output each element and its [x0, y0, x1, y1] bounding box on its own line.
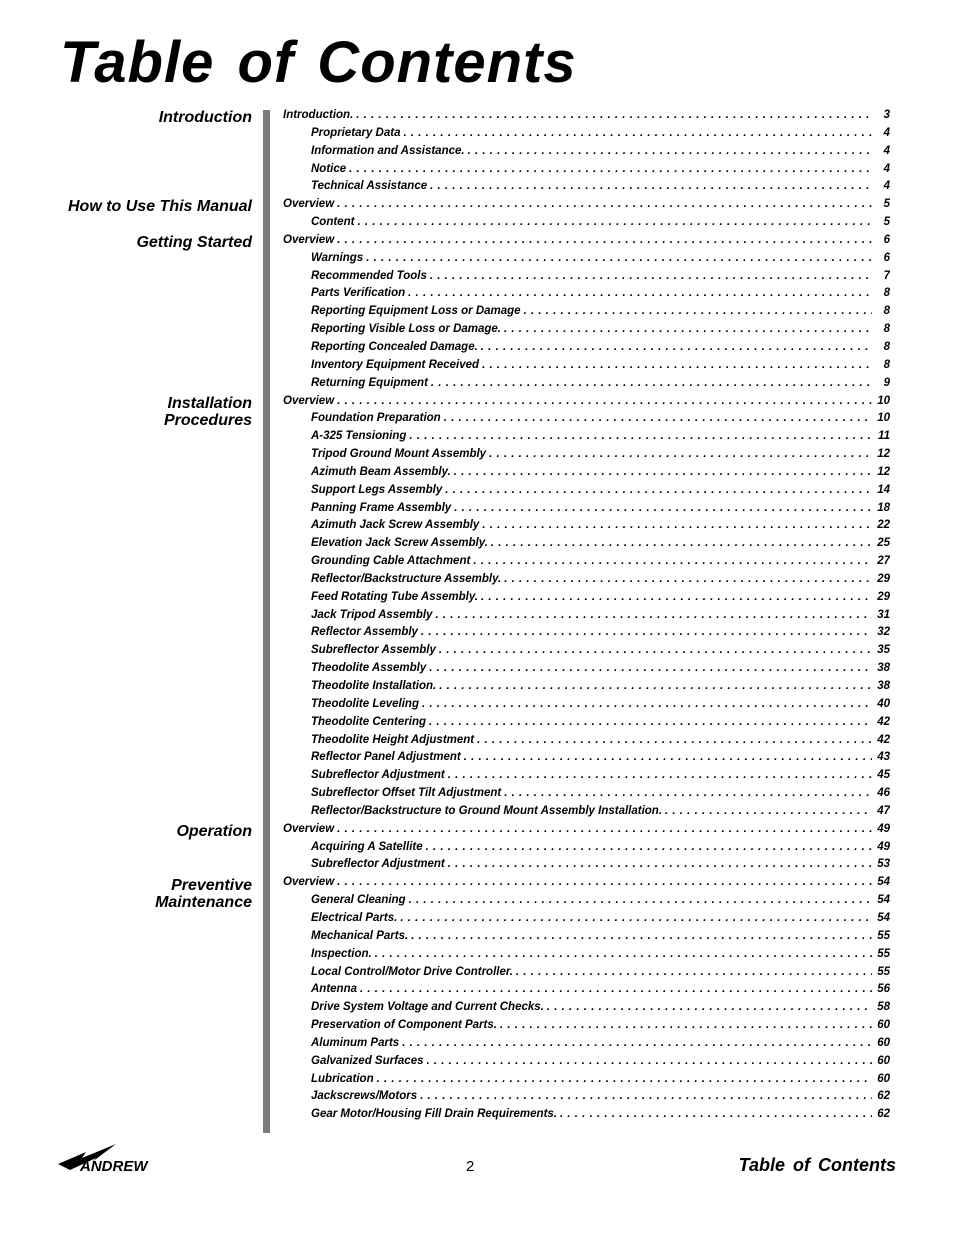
- dot-leader: [360, 983, 872, 995]
- toc-entry-page: 53: [877, 858, 890, 871]
- toc-entry-page: 27: [877, 555, 890, 568]
- toc-entry-label: Recommended Tools: [311, 269, 427, 282]
- toc-entry-label: Introduction.: [283, 109, 354, 121]
- toc-subentry[interactable]: [283, 894, 890, 912]
- vertical-divider: [263, 110, 270, 1133]
- dot-leader: [454, 502, 872, 514]
- dot-leader: [445, 484, 872, 496]
- toc-entry-label: Inventory Equipment Received: [311, 358, 480, 371]
- toc-entry-page: 8: [883, 340, 890, 353]
- toc-entry-page: 25: [877, 537, 890, 550]
- toc-entry-label: Parts Verification: [311, 287, 406, 300]
- toc-subentry[interactable]: [283, 1073, 890, 1091]
- toc-entry-label: Theodolite Centering: [311, 715, 426, 728]
- toc-entry-page: 60: [877, 1072, 890, 1085]
- toc-subentry[interactable]: [283, 1108, 890, 1126]
- toc-entry-page: 29: [877, 572, 890, 585]
- brand-logo-text: ANDREW: [80, 1158, 148, 1175]
- dot-leader: [337, 234, 872, 246]
- dot-leader: [481, 341, 872, 353]
- toc-entry[interactable]: [283, 823, 890, 841]
- toc-subentry[interactable]: [283, 573, 890, 591]
- dot-leader: [482, 519, 872, 531]
- toc-entry-page: 6: [883, 251, 890, 264]
- toc-entry[interactable]: [283, 395, 890, 413]
- section-heading: Getting Started: [136, 233, 252, 251]
- toc-entry-page: 42: [877, 733, 890, 746]
- toc-entry-page: 55: [877, 965, 890, 978]
- page-number: 2: [466, 1158, 475, 1175]
- toc-subentry[interactable]: [283, 377, 890, 395]
- dot-leader: [403, 127, 872, 139]
- page-title: Table of Contents: [60, 30, 577, 95]
- toc-entry-label: Theodolite Installation.: [311, 680, 437, 692]
- toc-entry-page: 12: [877, 465, 890, 478]
- toc-subentry[interactable]: [283, 270, 890, 288]
- toc-entry-label: Subreflector Offset Tilt Adjustment: [311, 787, 502, 800]
- toc-subentry[interactable]: [283, 1090, 890, 1108]
- toc-entry-page: 46: [877, 787, 890, 800]
- toc-entry-page: 14: [877, 483, 890, 496]
- toc-subentry[interactable]: [283, 323, 890, 341]
- dot-leader: [375, 948, 872, 960]
- toc-entry-page: 40: [877, 697, 890, 710]
- toc-subentry[interactable]: [283, 841, 890, 859]
- toc-entry-label: Drive System Voltage and Current Checks.: [311, 1001, 544, 1014]
- toc-subentry[interactable]: [283, 805, 890, 823]
- toc-entry[interactable]: [283, 109, 890, 127]
- toc-entry-page: 62: [877, 1090, 890, 1103]
- toc-subentry[interactable]: [283, 609, 890, 627]
- toc-entry-page: 18: [877, 501, 890, 514]
- toc-subentry[interactable]: [283, 555, 890, 573]
- toc-entry-label: Theodolite Leveling: [311, 697, 419, 710]
- dot-leader: [422, 698, 872, 710]
- toc-entry-label: Jack Tripod Assembly: [311, 608, 433, 621]
- toc-entry-page: 4: [883, 162, 890, 175]
- toc-subentry[interactable]: [283, 948, 890, 966]
- dot-leader: [448, 769, 872, 781]
- toc-entry-page: 31: [877, 608, 890, 621]
- section-headings: [0, 0, 252, 1235]
- toc-subentry[interactable]: [283, 716, 890, 734]
- dot-leader: [337, 198, 872, 210]
- toc-entry-page: 60: [877, 1054, 890, 1067]
- dot-leader: [524, 305, 872, 317]
- toc-subentry[interactable]: [283, 1019, 890, 1037]
- toc-entry-label: Gear Motor/Housing Fill Drain Requirements.: [311, 1108, 558, 1121]
- toc-entry-page: 35: [877, 644, 890, 657]
- toc-subentry[interactable]: [283, 163, 890, 181]
- toc-entry-page: 22: [877, 519, 890, 532]
- toc-subentry[interactable]: [283, 858, 890, 876]
- dot-leader: [482, 359, 872, 371]
- dot-leader: [504, 573, 872, 585]
- toc-entry-label: Technical Assistance: [311, 180, 428, 193]
- toc-entry-label: Notice: [311, 162, 347, 175]
- toc-subentry[interactable]: [283, 519, 890, 537]
- toc-entry-page: 9: [883, 376, 890, 389]
- toc-entry-page: 60: [877, 1019, 890, 1032]
- toc-entry-page: 54: [877, 876, 890, 889]
- toc-entry-label: Inspection.: [311, 947, 372, 960]
- toc-entry-page: 4: [883, 144, 890, 157]
- toc-entry-label: Mechanical Parts.: [311, 929, 409, 942]
- dot-leader: [489, 448, 872, 460]
- toc-subentry[interactable]: [283, 216, 890, 234]
- dot-leader: [402, 1037, 872, 1049]
- dot-leader: [491, 537, 872, 549]
- toc-entry-page: 45: [877, 769, 890, 782]
- dot-leader: [431, 377, 872, 389]
- toc-subentry[interactable]: [283, 537, 890, 555]
- toc-entry-page: 10: [877, 394, 890, 407]
- toc-entry-label: Overview: [283, 233, 335, 246]
- toc-entry-label: Antenna: [311, 983, 357, 996]
- toc-subentry[interactable]: [283, 769, 890, 787]
- toc-entry-label: Azimuth Jack Screw Assembly: [311, 519, 480, 532]
- toc-subentry[interactable]: [283, 1055, 890, 1073]
- toc-subentry[interactable]: [283, 305, 890, 323]
- toc-subentry[interactable]: [283, 412, 890, 430]
- toc-subentry[interactable]: [283, 734, 890, 752]
- dot-leader: [349, 163, 872, 175]
- toc-entry-page: 3: [883, 109, 890, 121]
- toc-entry-label: Grounding Cable Attachment: [311, 555, 471, 568]
- toc-entry-page: 58: [877, 1001, 890, 1014]
- toc-entry-page: 60: [877, 1036, 890, 1049]
- toc-subentry[interactable]: [283, 484, 890, 502]
- toc-subentry[interactable]: [283, 1037, 890, 1055]
- toc-entry-page: 32: [877, 626, 890, 639]
- toc-entry-label: Subreflector Assembly: [311, 644, 436, 657]
- toc-entry-page: 54: [877, 894, 890, 907]
- toc-subentry[interactable]: [283, 341, 890, 359]
- toc-entry-page: 62: [877, 1108, 890, 1121]
- toc-subentry[interactable]: [283, 787, 890, 805]
- toc-subentry[interactable]: [283, 502, 890, 520]
- toc-subentry[interactable]: [283, 662, 890, 680]
- toc-entry-page: 12: [877, 448, 890, 461]
- toc-entry-label: Theodolite Assembly: [311, 662, 427, 675]
- section-heading: Installation Procedures: [163, 394, 252, 429]
- dot-leader: [500, 1019, 872, 1031]
- toc-entry-page: 47: [877, 804, 890, 817]
- toc-entry-label: Local Control/Motor Drive Controller.: [311, 965, 513, 978]
- toc-entry-label: Feed Rotating Tube Assembly.: [311, 590, 478, 603]
- toc-entry-page: 38: [877, 662, 890, 675]
- dot-leader: [473, 555, 872, 567]
- toc-entry-label: Support Legs Assembly: [311, 483, 443, 496]
- dot-leader: [504, 787, 872, 799]
- toc-entry[interactable]: [283, 876, 890, 894]
- dot-leader: [366, 252, 872, 264]
- toc-entry-label: Reflector Panel Adjustment: [311, 751, 461, 764]
- section-heading: Introduction: [158, 109, 252, 126]
- toc-entry-page: 11: [878, 430, 890, 443]
- toc-entry-label: Azimuth Beam Assembly.: [311, 465, 451, 478]
- toc-entry-page: 43: [877, 751, 890, 764]
- toc-entry-label: Aluminum Parts: [311, 1036, 400, 1049]
- dot-leader: [427, 1055, 873, 1067]
- toc-entry-label: Panning Frame Assembly: [311, 501, 452, 514]
- dot-leader: [337, 876, 872, 888]
- toc-entry-label: Content: [311, 216, 355, 229]
- toc-entry-label: Tripod Ground Mount Assembly: [311, 448, 487, 461]
- toc-subentry[interactable]: [283, 626, 890, 644]
- toc-entry-page: 5: [883, 216, 890, 229]
- toc-entry-page: 56: [877, 983, 890, 996]
- dot-leader: [357, 216, 872, 228]
- toc-subentry[interactable]: [283, 287, 890, 305]
- toc-entry-label: Lubrication: [311, 1072, 374, 1085]
- toc-subentry[interactable]: [283, 983, 890, 1001]
- toc-subentry[interactable]: [283, 644, 890, 662]
- toc-entry-label: Overview: [283, 822, 335, 835]
- toc-entry-label: Reporting Concealed Damage.: [311, 340, 478, 353]
- toc-entry-page: 6: [883, 233, 890, 246]
- dot-leader: [430, 270, 872, 282]
- toc-subentry[interactable]: [283, 966, 890, 984]
- toc-entry-label: Jackscrews/Motors: [311, 1090, 418, 1103]
- dot-leader: [411, 930, 872, 942]
- toc-entry-label: Subreflector Adjustment: [311, 769, 445, 782]
- dot-leader: [429, 662, 872, 674]
- toc-entry-label: A-325 Tensioning: [311, 430, 407, 443]
- toc-subentry[interactable]: [283, 466, 890, 484]
- dot-leader: [481, 591, 872, 603]
- dot-leader: [429, 716, 872, 728]
- toc-subentry[interactable]: [283, 751, 890, 769]
- dot-leader: [444, 412, 872, 424]
- section-heading: Operation: [176, 823, 252, 840]
- dot-leader: [356, 109, 872, 121]
- toc-entry-label: Overview: [283, 198, 335, 211]
- toc-subentry[interactable]: [283, 252, 890, 270]
- toc-entry-label: Reflector/Backstructure Assembly.: [311, 572, 502, 585]
- toc-subentry[interactable]: [283, 145, 890, 163]
- dot-leader: [439, 644, 872, 656]
- dot-leader: [337, 823, 872, 835]
- toc-entry-page: 42: [877, 715, 890, 728]
- footer-title: Table of Contents: [738, 1155, 896, 1175]
- toc-entry-label: Overview: [283, 876, 335, 889]
- dot-leader: [547, 1001, 872, 1013]
- dot-leader: [421, 626, 872, 638]
- toc-subentry[interactable]: [283, 1001, 890, 1019]
- toc-entry-page: 8: [883, 287, 890, 300]
- dot-leader: [665, 805, 872, 817]
- toc-entry-label: Preservation of Component Parts.: [311, 1019, 497, 1032]
- toc-subentry[interactable]: [283, 448, 890, 466]
- toc-entry-label: Information and Assistance.: [311, 144, 465, 157]
- dot-leader: [430, 180, 872, 192]
- toc-entry-label: Reporting Visible Loss or Damage.: [311, 323, 502, 336]
- toc-entry-label: Reflector/Backstructure to Ground Mount Assembly Installation.: [311, 804, 663, 817]
- toc-entry-page: 54: [877, 911, 890, 924]
- dot-leader: [409, 894, 872, 906]
- toc-entry-page: 29: [877, 590, 890, 603]
- dot-leader: [420, 1090, 872, 1102]
- toc-entry-page: 49: [877, 822, 890, 835]
- section-heading: Preventive Maintenance: [155, 876, 252, 911]
- dot-leader: [337, 395, 872, 407]
- dot-leader: [377, 1073, 872, 1085]
- toc-entry-page: 7: [883, 269, 890, 282]
- toc-entry-page: 8: [883, 358, 890, 371]
- toc-subentry[interactable]: [283, 912, 890, 930]
- toc-entry-page: 49: [877, 840, 890, 853]
- toc-entry-label: Overview: [283, 394, 335, 407]
- toc-entry-page: 4: [883, 126, 890, 139]
- dot-leader: [560, 1108, 872, 1120]
- dot-leader: [464, 751, 872, 763]
- toc-subentry[interactable]: [283, 680, 890, 698]
- toc-entry-page: 8: [883, 323, 890, 336]
- dot-leader: [516, 966, 872, 978]
- dot-leader: [454, 466, 872, 478]
- toc-entry-page: 55: [877, 929, 890, 942]
- toc-entry-label: General Cleaning: [311, 894, 406, 907]
- toc-subentry[interactable]: [283, 591, 890, 609]
- toc-entry-page: 55: [877, 947, 890, 960]
- toc-entry-label: Subreflector Adjustment: [311, 858, 445, 871]
- dot-leader: [504, 323, 872, 335]
- toc-entry-label: Returning Equipment: [311, 376, 428, 389]
- toc-entry-page: 5: [883, 198, 890, 211]
- dot-leader: [439, 680, 872, 692]
- dot-leader: [409, 430, 872, 442]
- toc-entry-label: Theodolite Height Adjustment: [311, 733, 475, 746]
- dot-leader: [448, 858, 872, 870]
- toc-entry-label: Acquiring A Satellite: [311, 840, 423, 853]
- toc-entry-label: Reflector Assembly: [311, 626, 418, 639]
- toc-entry-label: Foundation Preparation: [311, 412, 441, 425]
- dot-leader: [468, 145, 872, 157]
- dot-leader: [408, 287, 872, 299]
- dot-leader: [426, 841, 872, 853]
- toc-list: [283, 109, 890, 1126]
- toc-entry-label: Warnings: [311, 251, 364, 264]
- toc-entry-label: Elevation Jack Screw Assembly.: [311, 537, 488, 550]
- dot-leader: [435, 609, 872, 621]
- toc-subentry[interactable]: [283, 127, 890, 145]
- toc-entry-label: Proprietary Data: [311, 126, 401, 139]
- toc-subentry[interactable]: [283, 698, 890, 716]
- toc-entry-label: Galvanized Surfaces: [311, 1054, 424, 1067]
- toc-subentry[interactable]: [283, 930, 890, 948]
- toc-subentry[interactable]: [283, 359, 890, 377]
- toc-entry[interactable]: [283, 198, 890, 216]
- toc-entry[interactable]: [283, 234, 890, 252]
- toc-entry-label: Reporting Equipment Loss or Damage: [311, 305, 521, 318]
- toc-entry-page: 38: [877, 680, 890, 692]
- toc-entry-page: 8: [883, 305, 890, 318]
- dot-leader: [400, 912, 872, 924]
- dot-leader: [477, 734, 872, 746]
- toc-subentry[interactable]: [283, 180, 890, 198]
- section-heading: How to Use This Manual: [67, 198, 252, 216]
- toc-subentry[interactable]: [283, 430, 890, 448]
- toc-entry-label: Electrical Parts.: [311, 911, 398, 924]
- toc-entry-page: 10: [877, 412, 890, 425]
- toc-entry-page: 4: [883, 180, 890, 193]
